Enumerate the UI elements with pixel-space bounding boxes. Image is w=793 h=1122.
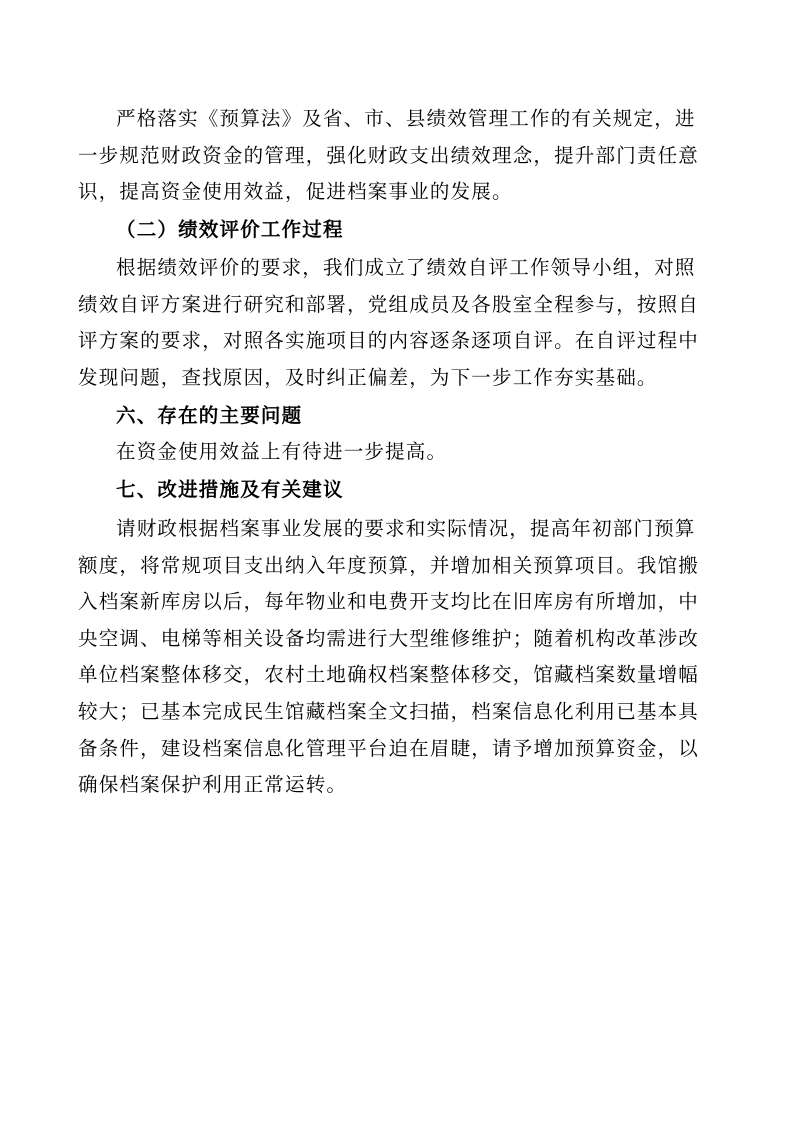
paragraph-line: 识，提高资金使用效益，促进档案事业的发展。 bbox=[78, 180, 513, 204]
paragraph-line: 绩效自评方案进行研究和部署，党组成员及各股室全程参与，按照自 bbox=[78, 292, 700, 316]
paragraph-line: 在资金使用效益上有待进一步提高。 bbox=[116, 440, 448, 463]
paragraph-line: 入档案新库房以后，每年物业和电费开支均比在旧库房有所增加，中 bbox=[78, 590, 700, 614]
paragraph-line: 单位档案整体移交，农村土地确权档案整体移交，馆藏档案数量增幅 bbox=[78, 663, 700, 687]
section-heading-performance-process: （二）绩效评价工作过程 bbox=[116, 218, 344, 241]
paragraph-line: 央空调、电梯等相关设备均需进行大型维修维护；随着机构改革涉改 bbox=[78, 626, 700, 650]
section-heading-measures: 七、改进措施及有关建议 bbox=[116, 478, 344, 501]
paragraph-line: 评方案的要求，对照各实施项目的内容逐条逐项自评。在自评过程中 bbox=[78, 329, 700, 353]
paragraph-line: 较大；已基本完成民生馆藏档案全文扫描，档案信息化利用已基本具 bbox=[78, 699, 700, 723]
paragraph-implementation bbox=[78, 101, 700, 211]
paragraph-line: 根据绩效评价的要求，我们成立了绩效自评工作领导小组，对照 bbox=[116, 256, 696, 279]
paragraph-line: 发现问题，查找原因，及时纠正偏差，为下一步工作夯实基础。 bbox=[78, 365, 658, 389]
paragraph-line: 一步规范财政资金的管理，强化财政支出绩效理念，提升部门责任意 bbox=[78, 143, 700, 167]
paragraph-line: 确保档案保护利用正常运转。 bbox=[78, 773, 348, 797]
paragraph-line: 额度，将常规项目支出纳入年度预算，并增加相关预算项目。我馆搬 bbox=[78, 553, 700, 577]
paragraph-line: 请财政根据档案事业发展的要求和实际情况，提高年初部门预算 bbox=[116, 517, 696, 540]
paragraph-evaluation-process bbox=[78, 250, 700, 396]
section-heading-problems: 六、存在的主要问题 bbox=[116, 404, 303, 427]
paragraph-problems bbox=[78, 434, 682, 471]
paragraph-measures bbox=[78, 511, 700, 804]
paragraph-line: 备条件，建设档案信息化管理平台迫在眉睫，请予增加预算资金，以 bbox=[78, 736, 700, 760]
paragraph-line: 严格落实《预算法》及省、市、县绩效管理工作的有关规定，进 bbox=[116, 107, 696, 130]
